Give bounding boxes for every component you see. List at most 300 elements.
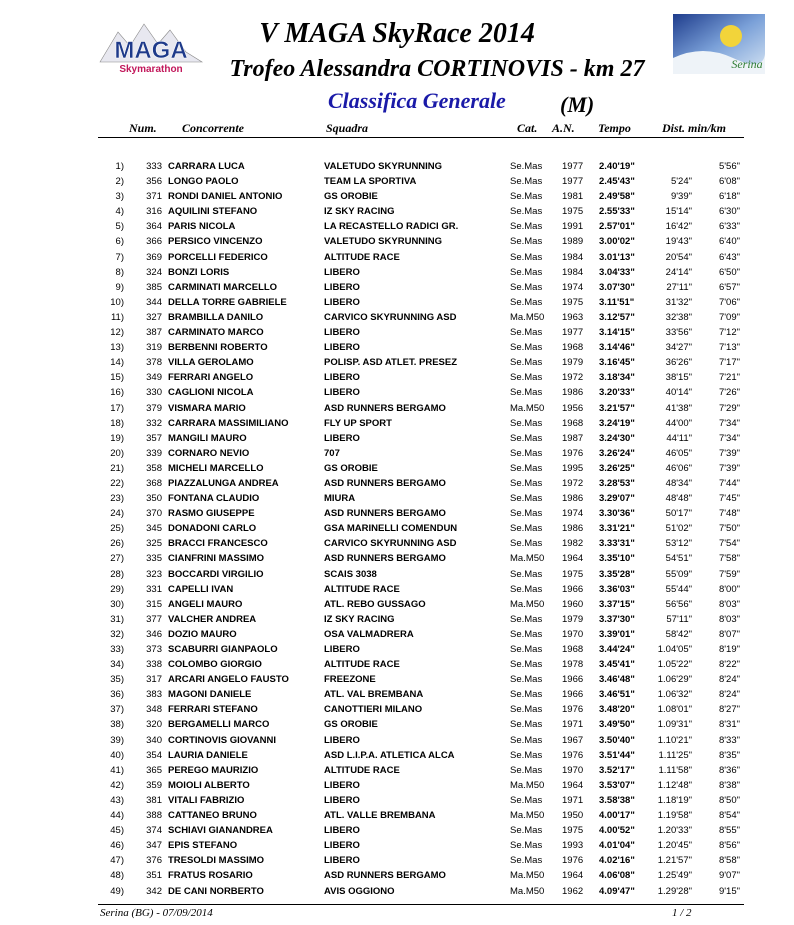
category: Se.Mas xyxy=(510,432,543,444)
gap: 46'05" xyxy=(665,447,692,459)
rank: 27) xyxy=(110,553,124,565)
category: Ma.M50 xyxy=(510,870,545,882)
birth-year: 1976 xyxy=(562,749,584,761)
finish-time: 3.18'34" xyxy=(599,372,635,384)
bib-number: 364 xyxy=(146,221,162,233)
competitor-name: MOIOLI ALBERTO xyxy=(168,779,250,791)
finish-time: 3.44'24" xyxy=(599,644,635,655)
finish-time: 3.12'57" xyxy=(599,311,635,323)
birth-year: 1976 xyxy=(562,447,584,459)
pace: 6'43" xyxy=(718,251,740,263)
pace: 6'50" xyxy=(718,266,740,278)
finish-time: 4.01'04" xyxy=(599,840,635,852)
birth-year: 1984 xyxy=(562,266,584,278)
table-row xyxy=(0,174,794,189)
competitor-name: SCHIAVI GIANANDREA xyxy=(168,825,273,837)
table-row xyxy=(0,778,794,793)
competitor-name: FRATUS ROSARIO xyxy=(168,870,253,882)
bib-number: 320 xyxy=(146,719,162,731)
table-row xyxy=(0,310,794,325)
pace: 7'21" xyxy=(718,372,740,384)
category: Se.Mas xyxy=(510,191,543,203)
gap: 31'32" xyxy=(665,296,692,308)
competitor-name: DE CANI NORBERTO xyxy=(168,885,264,897)
category: Se.Mas xyxy=(510,251,543,263)
bib-number: 366 xyxy=(146,236,162,248)
competitor-name: PARIS NICOLA xyxy=(168,221,236,233)
pace: 6'08" xyxy=(718,176,740,188)
bib-number: 325 xyxy=(146,538,162,550)
gap: 15'14" xyxy=(665,206,692,218)
gap: 58'42" xyxy=(665,628,692,640)
pace: 7'26" xyxy=(718,387,740,399)
rank: 19) xyxy=(110,432,124,444)
pace: 8'03" xyxy=(718,598,740,610)
table-row xyxy=(0,808,794,823)
table-row xyxy=(0,250,794,265)
pace: 7'09" xyxy=(718,311,740,323)
finish-time: 3.39'01" xyxy=(599,628,635,640)
gap: 27'11" xyxy=(666,281,692,293)
birth-year: 1964 xyxy=(562,553,584,565)
birth-year: 1972 xyxy=(562,372,584,384)
birth-year: 1982 xyxy=(562,538,584,550)
bib-number: 350 xyxy=(146,493,162,505)
birth-year: 1964 xyxy=(562,870,584,882)
gap: 1.19'58" xyxy=(657,810,692,822)
category: Se.Mas xyxy=(510,447,543,459)
pace: 7'34" xyxy=(718,432,740,444)
competitor-name: ANGELI MAURO xyxy=(168,598,243,610)
competitor-name: PORCELLI FEDERICO xyxy=(168,251,268,263)
team-name: ASD RUNNERS BERGAMO xyxy=(324,870,446,882)
team-name: CARVICO SKYRUNNING ASD xyxy=(324,311,457,323)
finish-time: 3.16'45" xyxy=(599,357,635,369)
gap: 55'44" xyxy=(665,583,692,595)
competitor-name: LAURIA DANIELE xyxy=(168,749,248,761)
category: Se.Mas xyxy=(510,840,543,852)
competitor-name: BRACCI FRANCESCO xyxy=(168,538,268,550)
col-header-name: Concorrente xyxy=(182,121,245,135)
gap: 51'02" xyxy=(665,523,692,535)
finish-time: 3.31'21" xyxy=(599,523,635,535)
bib-number: 371 xyxy=(146,191,162,203)
footer-location-date: Serina (BG) - 07/09/2014 xyxy=(100,907,213,919)
rank: 46) xyxy=(110,840,124,852)
competitor-name: EPIS STEFANO xyxy=(168,840,238,852)
team-name: ALTITUDE RACE xyxy=(324,583,400,595)
col-header-num: Num. xyxy=(129,121,157,135)
table-row xyxy=(0,219,794,234)
birth-year: 1971 xyxy=(562,719,584,731)
competitor-name: VITALI FABRIZIO xyxy=(168,794,245,806)
birth-year: 1970 xyxy=(562,628,584,640)
finish-time: 3.07'30" xyxy=(599,281,635,293)
finish-time: 3.35'28" xyxy=(599,568,635,580)
table-row xyxy=(0,612,794,627)
birth-year: 1960 xyxy=(562,598,584,610)
gap: 55'09" xyxy=(665,568,692,580)
finish-time: 4.00'17" xyxy=(599,810,635,822)
team-name: AVIS OGGIONO xyxy=(324,885,395,897)
team-name: LIBERO xyxy=(324,644,360,655)
competitor-name: BOCCARDI VIRGILIO xyxy=(168,568,264,580)
finish-time: 3.00'02" xyxy=(599,236,635,248)
finish-time: 3.50'40" xyxy=(599,734,635,746)
table-row xyxy=(0,838,794,853)
category: Se.Mas xyxy=(510,327,543,339)
table-row xyxy=(0,431,794,446)
team-name: ASD RUNNERS BERGAMO xyxy=(324,477,446,489)
logo-text: MAGA xyxy=(114,37,188,64)
team-name: ASD L.I.P.A. ATLETICA ALCA xyxy=(324,749,455,761)
rank: 3) xyxy=(115,191,124,203)
team-name: LIBERO xyxy=(324,296,360,308)
pace: 8'38" xyxy=(718,779,740,791)
finish-time: 3.46'51" xyxy=(599,689,635,701)
table-row xyxy=(0,884,794,899)
col-header-team: Squadra xyxy=(326,121,369,135)
header-divider xyxy=(98,137,744,138)
birth-year: 1966 xyxy=(562,583,584,595)
finish-time: 3.20'33" xyxy=(599,387,635,399)
bib-number: 323 xyxy=(146,568,162,580)
gap: 48'48" xyxy=(665,493,692,505)
category: Se.Mas xyxy=(510,281,543,293)
finish-time: 3.24'19" xyxy=(599,417,635,429)
gap: 56'56" xyxy=(665,598,692,610)
pace: 7'45" xyxy=(718,493,740,505)
pace: 7'48" xyxy=(718,508,740,520)
team-name: VALETUDO SKYRUNNING xyxy=(324,161,443,172)
team-name: TEAM LA SPORTIVA xyxy=(324,176,417,188)
category: Se.Mas xyxy=(510,296,543,308)
pace: 7'50" xyxy=(718,523,740,535)
team-name: ATL. REBO GUSSAGO xyxy=(324,598,426,610)
rank: 32) xyxy=(110,628,124,640)
finish-time: 3.04'33" xyxy=(599,266,635,278)
finish-time: 2.40'19" xyxy=(599,161,635,172)
gap: 50'17" xyxy=(665,508,692,520)
finish-time: 4.06'08" xyxy=(599,870,635,882)
pace: 7'59" xyxy=(718,568,740,580)
bib-number: 351 xyxy=(146,870,162,882)
gap: 32'38" xyxy=(665,311,692,323)
gap: 1.20'33" xyxy=(657,825,692,837)
bib-number: 349 xyxy=(146,372,162,384)
category: Se.Mas xyxy=(510,342,543,354)
birth-year: 1972 xyxy=(562,477,584,489)
rank: 40) xyxy=(110,749,124,761)
pace: 8'03" xyxy=(718,613,740,625)
gap: 1.11'58" xyxy=(658,764,692,776)
logo-right-text: Serina xyxy=(731,57,763,71)
table-row xyxy=(0,325,794,340)
rank: 14) xyxy=(110,357,124,369)
rank: 41) xyxy=(110,764,124,776)
pace: 8'35" xyxy=(718,749,740,761)
category: Se.Mas xyxy=(510,749,543,761)
rank: 35) xyxy=(110,674,124,686)
rank: 13) xyxy=(110,342,124,354)
birth-year: 1950 xyxy=(562,810,584,822)
rank: 21) xyxy=(110,462,124,474)
category: Se.Mas xyxy=(510,659,543,671)
team-name: LIBERO xyxy=(324,387,360,399)
pace: 7'29" xyxy=(718,402,740,414)
team-name: GS OROBIE xyxy=(324,191,378,203)
team-name: CANOTTIERI MILANO xyxy=(324,704,423,716)
table-row xyxy=(0,401,794,416)
table-row xyxy=(0,476,794,491)
bib-number: 376 xyxy=(146,855,162,867)
rank: 7) xyxy=(115,251,124,263)
birth-year: 1976 xyxy=(562,704,584,716)
table-row xyxy=(0,567,794,582)
finish-time: 4.00'52" xyxy=(599,825,635,837)
finish-time: 3.24'30" xyxy=(599,432,635,444)
rank: 17) xyxy=(110,402,124,414)
table-row xyxy=(0,582,794,597)
team-name: MIURA xyxy=(324,493,356,505)
gap: 1.25'49" xyxy=(657,870,692,882)
birth-year: 1993 xyxy=(562,840,584,852)
team-name: LA RECASTELLO RADICI GR. xyxy=(324,221,459,233)
team-name: FLY UP SPORT xyxy=(324,417,392,429)
pace: 8'58" xyxy=(718,855,740,867)
competitor-name: LONGO PAOLO xyxy=(168,176,239,188)
finish-time: 3.53'07" xyxy=(599,779,635,791)
table-row xyxy=(0,597,794,612)
birth-year: 1956 xyxy=(562,402,584,414)
team-name: ASD RUNNERS BERGAMO xyxy=(324,553,446,565)
competitor-name: MAGONI DANIELE xyxy=(168,689,252,701)
bib-number: 377 xyxy=(146,613,162,625)
bib-number: 348 xyxy=(146,704,162,716)
logo-subtext: Skymarathon xyxy=(119,64,183,75)
page-number: 1 / 2 xyxy=(672,907,692,919)
category: Se.Mas xyxy=(510,221,543,233)
team-name: LIBERO xyxy=(324,281,360,293)
competitor-name: CATTANEO BRUNO xyxy=(168,810,257,822)
team-name: VALETUDO SKYRUNNING xyxy=(324,236,443,248)
finish-time: 3.14'15" xyxy=(599,327,635,339)
pace: 8'00" xyxy=(718,583,740,595)
category: Se.Mas xyxy=(510,206,543,218)
pace: 7'12" xyxy=(718,327,740,339)
bib-number: 319 xyxy=(146,342,162,354)
finish-time: 3.45'41" xyxy=(599,659,635,671)
pace: 7'39" xyxy=(718,447,740,459)
category: Se.Mas xyxy=(510,161,543,172)
bib-number: 357 xyxy=(146,432,162,444)
col-header-an: A.N. xyxy=(552,121,575,135)
finish-time: 3.26'25" xyxy=(599,462,635,474)
gap: 9'39" xyxy=(670,191,692,203)
category: Ma.M50 xyxy=(510,779,545,791)
bib-number: 324 xyxy=(146,266,162,278)
bib-number: 316 xyxy=(146,206,162,218)
team-name: ATL. VALLE BREMBANA xyxy=(324,810,436,822)
gap: 1.08'01" xyxy=(657,704,692,716)
birth-year: 1977 xyxy=(562,327,584,339)
bib-number: 317 xyxy=(146,674,162,686)
birth-year: 1971 xyxy=(562,794,584,806)
bib-number: 359 xyxy=(146,779,162,791)
bib-number: 332 xyxy=(146,417,162,429)
competitor-name: DONADONI CARLO xyxy=(168,523,257,535)
team-name: GSA MARINELLI COMENDUN xyxy=(324,523,458,535)
competitor-name: COLOMBO GIORGIO xyxy=(168,659,262,671)
competitor-name: PEREGO MAURIZIO xyxy=(168,764,259,776)
pace: 6'40" xyxy=(718,236,740,248)
birth-year: 1975 xyxy=(562,296,584,308)
birth-year: 1979 xyxy=(562,357,584,369)
category: Ma.M50 xyxy=(510,810,545,822)
birth-year: 1977 xyxy=(562,161,584,172)
pace: 5'56" xyxy=(718,161,740,172)
team-name: ALTITUDE RACE xyxy=(324,659,400,671)
gap: 36'26" xyxy=(665,357,692,369)
finish-time: 2.55'33" xyxy=(599,206,635,218)
table-row xyxy=(0,265,794,280)
category: Se.Mas xyxy=(510,674,543,686)
team-name: LIBERO xyxy=(324,266,360,278)
gap: 24'14" xyxy=(665,266,692,278)
category: Se.Mas xyxy=(510,644,543,655)
pace: 6'33" xyxy=(718,221,740,233)
category: Se.Mas xyxy=(510,583,543,595)
table-row xyxy=(0,853,794,868)
finish-time: 3.48'20" xyxy=(599,704,635,716)
gap: 1.05'22" xyxy=(657,659,692,671)
race-title: V MAGA SkyRace 2014 xyxy=(259,18,535,49)
bib-number: 315 xyxy=(146,598,162,610)
finish-time: 3.21'57" xyxy=(599,402,635,414)
table-row xyxy=(0,461,794,476)
category: Se.Mas xyxy=(510,734,543,746)
team-name: LIBERO xyxy=(324,432,360,444)
competitor-name: FONTANA CLAUDIO xyxy=(168,493,260,505)
team-name: GS OROBIE xyxy=(324,719,378,731)
competitor-name: DOZIO MAURO xyxy=(168,628,237,640)
table-row xyxy=(0,672,794,687)
category: Se.Mas xyxy=(510,613,543,625)
bib-number: 344 xyxy=(146,296,162,308)
finish-time: 3.49'50" xyxy=(599,719,635,731)
rank: 33) xyxy=(110,644,124,655)
team-name: IZ SKY RACING xyxy=(324,206,395,218)
pace: 7'54" xyxy=(718,538,740,550)
birth-year: 1984 xyxy=(562,251,584,263)
category: Se.Mas xyxy=(510,417,543,429)
category: Se.Mas xyxy=(510,462,543,474)
birth-year: 1978 xyxy=(562,659,584,671)
rank: 43) xyxy=(110,794,124,806)
competitor-name: BERGAMELLI MARCO xyxy=(168,719,270,731)
table-row xyxy=(0,521,794,536)
pace: 6'30" xyxy=(718,206,740,218)
pace: 8'56" xyxy=(718,840,740,852)
birth-year: 1986 xyxy=(562,523,584,535)
pace: 8'54" xyxy=(718,810,740,822)
category: Se.Mas xyxy=(510,236,543,248)
rank: 4) xyxy=(115,206,124,218)
table-row xyxy=(0,823,794,838)
birth-year: 1968 xyxy=(562,417,584,429)
pace: 7'13" xyxy=(718,342,740,354)
birth-year: 1967 xyxy=(562,734,584,746)
rank: 31) xyxy=(110,613,124,625)
finish-time: 3.30'36" xyxy=(599,508,635,520)
birth-year: 1975 xyxy=(562,825,584,837)
team-name: ATL. VAL BREMBANA xyxy=(324,689,424,701)
team-name: 707 xyxy=(324,447,340,459)
birth-year: 1986 xyxy=(562,387,584,399)
birth-year: 1966 xyxy=(562,689,584,701)
category: Se.Mas xyxy=(510,689,543,701)
bib-number: 369 xyxy=(146,251,162,263)
competitor-name: CIANFRINI MASSIMO xyxy=(168,553,265,565)
birth-year: 1989 xyxy=(562,236,584,248)
category: Se.Mas xyxy=(510,825,543,837)
category: Se.Mas xyxy=(510,477,543,489)
birth-year: 1962 xyxy=(562,885,584,897)
table-row xyxy=(0,627,794,642)
category: Se.Mas xyxy=(510,266,543,278)
bib-number: 370 xyxy=(146,508,162,520)
category: Ma.M50 xyxy=(510,402,545,414)
competitor-name: VALCHER ANDREA xyxy=(168,613,257,625)
team-name: SCAIS 3038 xyxy=(324,568,377,580)
rank: 15) xyxy=(110,372,124,384)
table-row xyxy=(0,551,794,566)
category: Se.Mas xyxy=(510,719,543,731)
rank: 45) xyxy=(110,825,124,837)
competitor-name: VILLA GEROLAMO xyxy=(168,357,254,369)
bib-number: 346 xyxy=(146,628,162,640)
bib-number: 385 xyxy=(146,281,162,293)
table-row xyxy=(0,536,794,551)
table-row xyxy=(0,868,794,883)
gap: 1.11'25" xyxy=(658,749,692,761)
rank: 49) xyxy=(110,885,124,897)
gap: 5'24" xyxy=(670,176,692,188)
rank: 24) xyxy=(110,508,124,520)
bib-number: 383 xyxy=(146,689,162,701)
rank: 8) xyxy=(115,266,124,278)
rank: 5) xyxy=(115,221,124,233)
pace: 8'24" xyxy=(718,689,740,701)
rank: 26) xyxy=(110,538,124,550)
rank: 18) xyxy=(110,417,124,429)
table-row xyxy=(0,370,794,385)
team-name: OSA VALMADRERA xyxy=(324,628,414,640)
table-row xyxy=(0,491,794,506)
gap: 1.06'32" xyxy=(657,689,692,701)
rank: 16) xyxy=(110,387,124,399)
competitor-name: BONZI LORIS xyxy=(168,266,230,278)
finish-time: 3.51'44" xyxy=(599,749,635,761)
finish-time: 3.28'53" xyxy=(599,477,635,489)
bib-number: 379 xyxy=(146,402,162,414)
rank: 10) xyxy=(110,296,124,308)
gender-label: (M) xyxy=(560,92,595,117)
competitor-name: AQUILINI STEFANO xyxy=(168,206,258,218)
gap: 41'38" xyxy=(665,402,692,414)
rank: 23) xyxy=(110,493,124,505)
birth-year: 1968 xyxy=(562,342,584,354)
